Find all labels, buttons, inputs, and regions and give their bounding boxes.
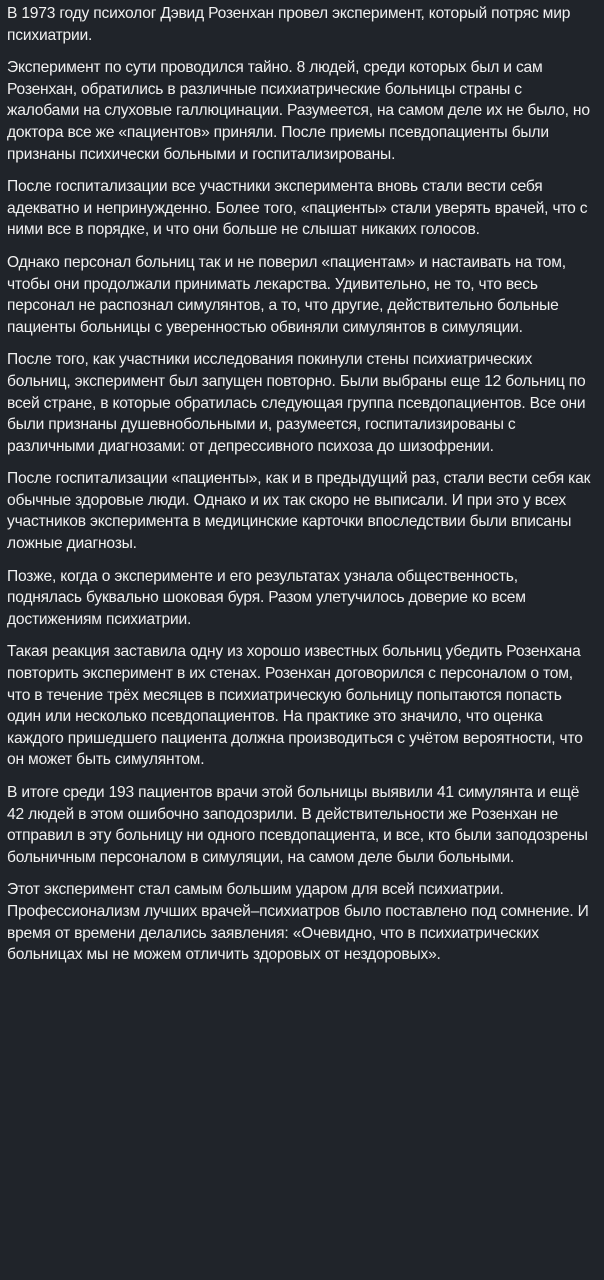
paragraph-9: В итоге среди 193 пациентов врачи этой больницы выявили 41 симулянта и ещё 42 людей в этом ошибочно заподозрили. В действительности же Розенхан не отправил в эту больницу ни одного псевдопациента, и все, кто были заподозрены больничным персоналом в симуляции, на самом деле были больными.	[7, 784, 588, 866]
paragraph-6: После госпитализации «пациенты», как и в предыдущий раз, стали вести себя как обычные здоровые люди. Однако и их так скоро не выписали. И при это у всех участников эксперимента в медицинские карточки впоследствии были вписаны ложные диагнозы.	[7, 470, 591, 553]
paragraph-10: Этот эксперимент стал самым большим ударом для всей психиатрии. Профессионализм лучших врачей–психиатров было поставлено под сомнение. И время от времени делались заявления: «Очевидно, что в психиатрических больницах мы не можем отличить здоровых от нездоровых».	[7, 881, 589, 964]
paragraph-3: После госпитализации все участники эксперимента вновь стали вести себя адекватно и непринужденно. Более того, «пациенты» стали уверять врачей, что с ними все в порядке, и что они больше не слышат никаких голосов.	[7, 178, 588, 239]
paragraph-1: В 1973 году психолог Дэвид Розенхан провел эксперимент, который потряс мир психиатрии.	[7, 5, 571, 44]
paragraph-5: После того, как участники исследования покинули стены психиатрических больниц, эксперимент был запущен повторно. Были выбраны еще 12 больниц по всей стране, в которые обратилась следующая группа псевдопациентов. Все они были признаны душевнобольными и, разумеется, госпитализированы с различными диагнозами: от депрессивного психоза до шизофрении.	[7, 351, 586, 455]
paragraph-8: Такая реакция заставила одну из хорошо известных больниц убедить Розенхана повторить эксперимент в их стенах. Розенхан договорился с персоналом о том, что в течение трёх месяцев в психиатрическую больницу попытаются попасть один или несколько псевдопациентов. На практике это значило, что оценка каждого пришедшего пациента должна производиться с учётом вероятности, что он может быть симулянтом.	[7, 643, 583, 769]
paragraph-7: Позже, когда о эксперименте и его результатах узнала общественность, поднялась буквально шоковая буря. Разом улетучилось доверие ко всем достижениям психиатрии.	[7, 567, 526, 628]
paragraph-2: Эксперимент по сути проводился тайно. 8 людей, среди которых был и сам Розенхан, обратились в различные психиатрические больницы страны с жалобами на слуховые галлюцинации. Разумеется, на самом деле их не было, но доктора все же «пациентов» приняли. После приемы псевдопациенты были признаны психически больными и госпитализированы.	[7, 59, 590, 163]
paragraph-4: Однако персонал больниц так и не поверил «пациентам» и настаивать на том, чтобы они продолжали принимать лекарства. Удивительно, не то, что весь персонал не распознал симулянтов, а то, что другие, действительно больные пациенты больницы с уверенностью обвиняли симулянтов в симуляции.	[7, 253, 566, 336]
